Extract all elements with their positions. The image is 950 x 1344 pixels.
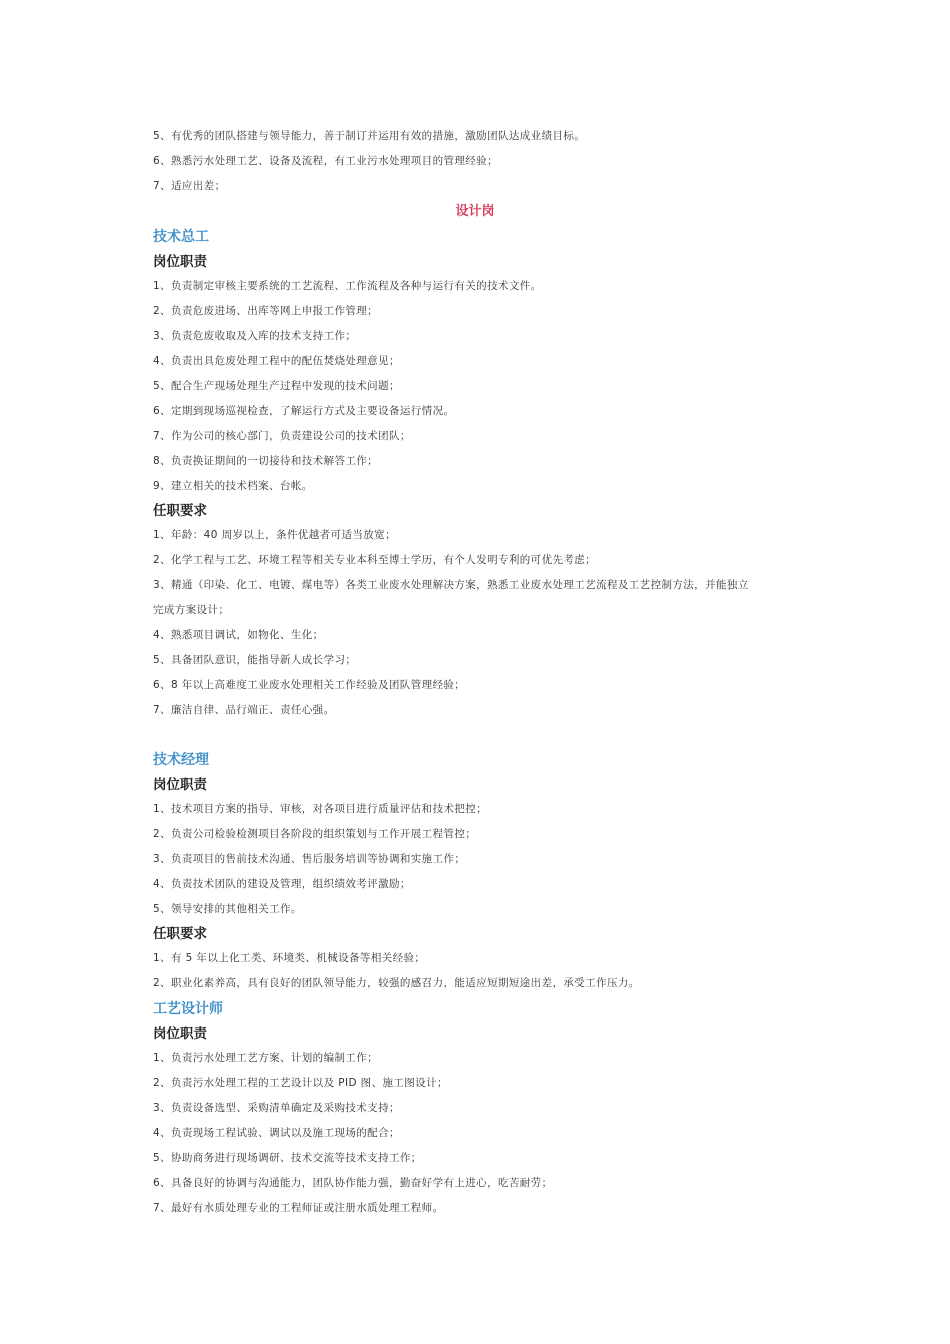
requirement-line: 完成方案设计； — [153, 604, 230, 616]
intro-line: 5、有优秀的团队搭建与领导能力，善于制订并运用有效的措施，激励团队达成业绩目标。 — [153, 130, 586, 142]
requirement-line: 4、熟悉项目调试，如物化、生化； — [153, 629, 324, 641]
duty-line: 5、协助商务进行现场调研、技术交流等技术支持工作； — [153, 1152, 422, 1164]
duty-line: 2、负责公司检验检测项目各阶段的组织策划与工作开展工程管控； — [153, 828, 477, 840]
duty-line: 9、建立相关的技术档案、台帐。 — [153, 480, 313, 492]
requirement-line: 3、精通（印染、化工、电镀、煤电等）各类工业废水处理解决方案，熟悉工业废水处理工艺流程及工艺控制方法，并能独立 — [153, 579, 749, 591]
requirements-heading: 任职要求 — [153, 926, 207, 942]
duty-line: 1、技术项目方案的指导、审核，对各项目进行质量评估和技术把控； — [153, 803, 488, 815]
duty-line: 4、负责技术团队的建设及管理，组织绩效考评激励； — [153, 878, 411, 890]
requirement-line: 2、化学工程与工艺、环境工程等相关专业本科至博士学历，有个人发明专利的可优先考虑； — [153, 554, 597, 566]
duty-line: 3、负责项目的售前技术沟通、售后服务培训等协调和实施工作； — [153, 853, 466, 865]
duty-line: 8、负责换证期间的一切接待和技术解答工作； — [153, 455, 379, 467]
requirement-line: 5、具备团队意识，能指导新人成长学习； — [153, 654, 357, 666]
requirement-line: 2、职业化素养高，具有良好的团队领导能力，较强的感召力，能适应短期短途出差，承受工作压力。 — [153, 977, 640, 989]
job-title: 技术总工 — [153, 229, 209, 245]
duty-line: 5、领导安排的其他相关工作。 — [153, 903, 302, 915]
duty-line: 2、负责污水处理工程的工艺设计以及 PID 图、施工图设计； — [153, 1077, 448, 1089]
duty-line: 7、最好有水质处理专业的工程师证或注册水质处理工程师。 — [153, 1202, 444, 1214]
requirement-line: 1、年龄：40 周岁以上，条件优越者可适当放宽； — [153, 529, 396, 541]
duty-line: 2、负责危废进场、出库等网上申报工作管理； — [153, 305, 379, 317]
job-title: 工艺设计师 — [153, 1001, 223, 1017]
duty-line: 7、作为公司的核心部门，负责建设公司的技术团队； — [153, 430, 411, 442]
duty-line: 6、具备良好的协调与沟通能力，团队协作能力强，勤奋好学有上进心，吃苦耐劳； — [153, 1177, 553, 1189]
requirements-heading: 任职要求 — [153, 503, 207, 519]
intro-line: 6、熟悉污水处理工艺、设备及流程，有工业污水处理项目的管理经验； — [153, 155, 498, 167]
duties-heading: 岗位职责 — [153, 254, 207, 270]
duty-line: 3、负责设备选型、采购清单确定及采购技术支持； — [153, 1102, 400, 1114]
duty-line: 4、负责现场工程试验、调试以及施工现场的配合； — [153, 1127, 400, 1139]
duties-heading: 岗位职责 — [153, 777, 207, 793]
job-title: 技术经理 — [153, 752, 209, 768]
requirement-line: 1、有 5 年以上化工类、环境类、机械设备等相关经验； — [153, 952, 426, 964]
requirement-line: 6、8 年以上高难度工业废水处理相关工作经验及团队管理经验； — [153, 679, 466, 691]
duty-line: 3、负责危废收取及入库的技术支持工作； — [153, 330, 357, 342]
duty-line: 5、配合生产现场处理生产过程中发现的技术问题； — [153, 380, 400, 392]
duty-line: 1、负责制定审核主要系统的工艺流程、工作流程及各种与运行有关的技术文件。 — [153, 280, 542, 292]
intro-line: 7、适应出差； — [153, 180, 226, 192]
duty-line: 1、负责污水处理工艺方案、计划的编制工作； — [153, 1052, 379, 1064]
duty-line: 4、负责出具危废处理工程中的配伍焚烧处理意见； — [153, 355, 400, 367]
section-title: 设计岗 — [455, 204, 495, 219]
duty-line: 6、定期到现场巡视检查，了解运行方式及主要设备运行情况。 — [153, 405, 455, 417]
duties-heading: 岗位职责 — [153, 1026, 207, 1042]
requirement-line: 7、廉洁自律、品行端正、责任心强。 — [153, 704, 335, 716]
